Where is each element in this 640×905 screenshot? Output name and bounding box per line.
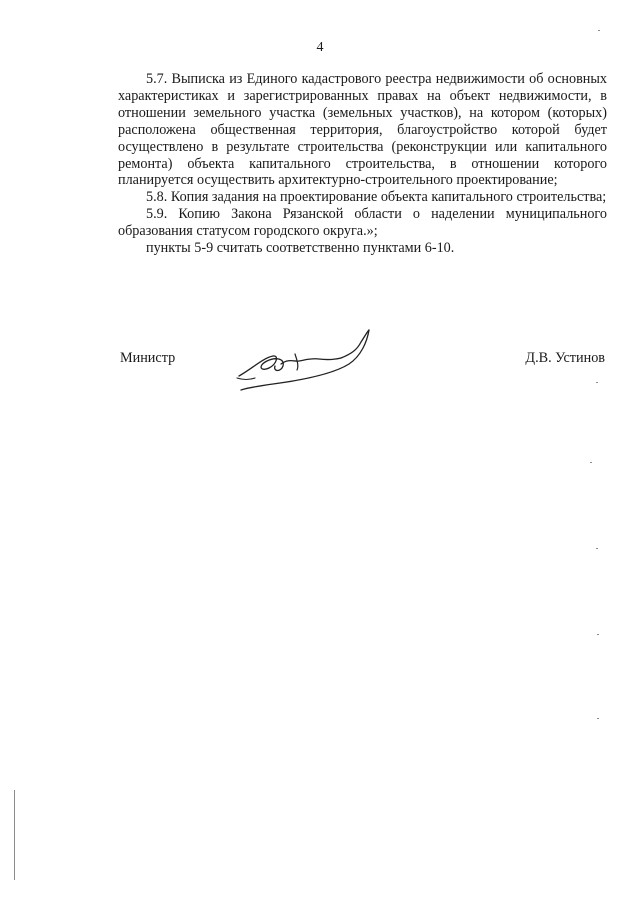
paragraph-5-8: 5.8. Копия задания на проектирование объекта капитального строительства;: [146, 189, 607, 206]
paragraph-5-9: 5.9. Копию Закона Рязанской области о наделении муниципального образования статусом городского округа.»;: [118, 206, 607, 240]
signatory-title: Министр: [120, 350, 176, 366]
page-number: 4: [316, 40, 324, 55]
paragraph-renumbering: пункты 5-9 считать соответственно пунктами 6-10.: [146, 240, 455, 257]
paragraph-5-7: 5.7. Выписка из Единого кадастрового реестра недвижимости об основных характеристиках и зарегистрированных правах на объект недвижимости, в отношении земельного участка (земельных участков), на котором (которых) расположена общественная территория, благоустройство которой будет осуществлено в результате строительства (реконструкции или капитального ремонта) объекта капитального строительства, в отношении которого планируется осуществить архитектурно-строительного проектирование;: [118, 71, 607, 189]
scan-speck: [598, 30, 600, 31]
scan-edge-line: [14, 790, 15, 880]
handwritten-signature: [233, 328, 383, 398]
signatory-name: Д.В. Устинов: [525, 350, 605, 366]
document-body: [118, 71, 607, 257]
scan-speck: [590, 462, 592, 463]
scan-speck: [597, 718, 599, 719]
signature-block: [118, 348, 607, 398]
scan-speck: [596, 548, 598, 549]
scan-speck: [597, 634, 599, 635]
scan-speck: [596, 382, 598, 383]
